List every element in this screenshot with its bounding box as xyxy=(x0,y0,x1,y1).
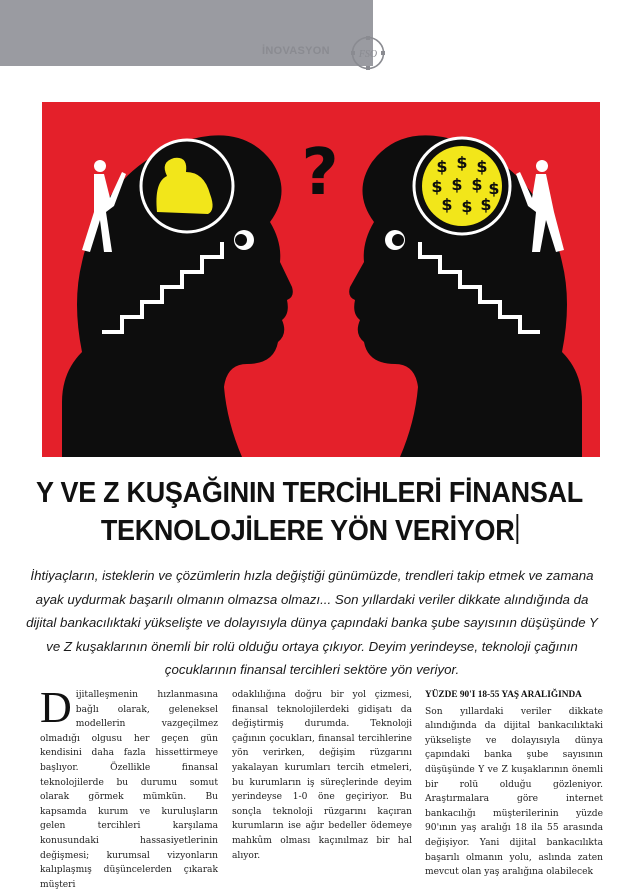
lead-paragraph: İhtiyaçların, isteklerin ve çözümlerin hızla değiştiği günümüzde, trendleri takip etmek ve zamana ayak uydurmak başarılı olmanın olmazsa olmazı... Son yıllardaki veriler dikkate alındığında da dijital bankacılıktaki yükselişte ve dolayısıyla dünya çapındaki banka şube sayısının düşüşünde Y ve Z kuşaklarının önemli bir rolü olduğu ortaya çıkıyor. Deyim yerindeyse, teknoloji çağının çocuklarının finansal tercihleri sektöre yön veriyor. xyxy=(26,568,598,677)
svg-text:$: $ xyxy=(436,157,448,176)
svg-text:$: $ xyxy=(456,153,468,172)
headline-line-1: Y VE Z KUŞAĞININ TERCİHLERİ FİNANSAL xyxy=(36,477,583,509)
body-column-2 xyxy=(232,688,412,863)
svg-text:$: $ xyxy=(461,197,473,216)
hero-illustration xyxy=(42,102,600,457)
headline-line-2: TEKNOLOJİLERE YÖN VERİYOR xyxy=(100,515,515,547)
fso-logo-icon xyxy=(351,36,385,70)
svg-text:$: $ xyxy=(480,195,492,214)
column-3-text: Son yıllardaki veriler dikkate alındığında da dijital bankacılıktaki yükselişte ve dolayısıyla dünya çapındaki banka şube sayısının düşüşünde Y ve Z kuşaklarının önemli bir rolü olduğu gözleniyor. Araştırmalara göre internet bankacılığı müşterilerinin yüzde 90'ının yaş aralığı 18 ila 55 arasında değişiyor. Yani dijital bankacılıkta başarılı olmanın yolu, aslında zaten mevcut olan yaş aralığına olabilecek xyxy=(425,706,603,878)
svg-text:$: $ xyxy=(451,175,463,194)
svg-text:$: $ xyxy=(488,179,500,198)
question-mark: ? xyxy=(301,136,339,210)
svg-text:FSO: FSO xyxy=(358,49,378,60)
svg-text:$: $ xyxy=(431,177,443,196)
column-1-text: ijitalleşmenin hızlanmasına bağlı olarak, geleneksel modellerin vazgeçilmez olmadığı olgusu her geçen gün kendisini daha fazla hissettirmeye başlıyor. Özellikle finansal teknolojilerde bu durumu somut olarak görmek mümkün. Bu kapsamda kurum ve kuruluşların gelen tercihleri karşılama konusundaki hassasiyetlerinin değişmesi; kurumsal vizyonların kalıplaşmış düşüncelerden çıkarak müşteri xyxy=(40,690,218,890)
section-label: İNOVASYON xyxy=(262,45,330,57)
svg-text:$: $ xyxy=(476,157,488,176)
svg-text:$: $ xyxy=(471,175,483,194)
headline xyxy=(22,474,598,550)
svg-text:$: $ xyxy=(441,195,453,214)
column-2-text: odaklılığına doğru bir yol çizmesi, finansal teknolojilerdeki gidişatı da değiştirmiş durumda. Teknoloji çağının çocukları, finansal tercihlerine yön verirken, değişim rüzgarını yakalayan kurumları tercih etmeleri, bu kurumların iş süreçlerinde deyim yerindeyse 1-0 öne geçiriyor. Bu sonçla teknoloji rüzgarını kaçıran kurumların ise ağır bedeller ödemeye mahkûm olması kaçınılmaz bir hal alıyor. xyxy=(232,690,412,861)
body-column-1 xyxy=(40,683,218,892)
drop-cap: D xyxy=(40,683,72,732)
body-column-3 xyxy=(425,688,603,880)
text-cursor xyxy=(516,514,518,544)
column-3-subhead: YÜZDE 90'I 18-55 YAŞ ARALIĞINDA xyxy=(425,690,582,700)
